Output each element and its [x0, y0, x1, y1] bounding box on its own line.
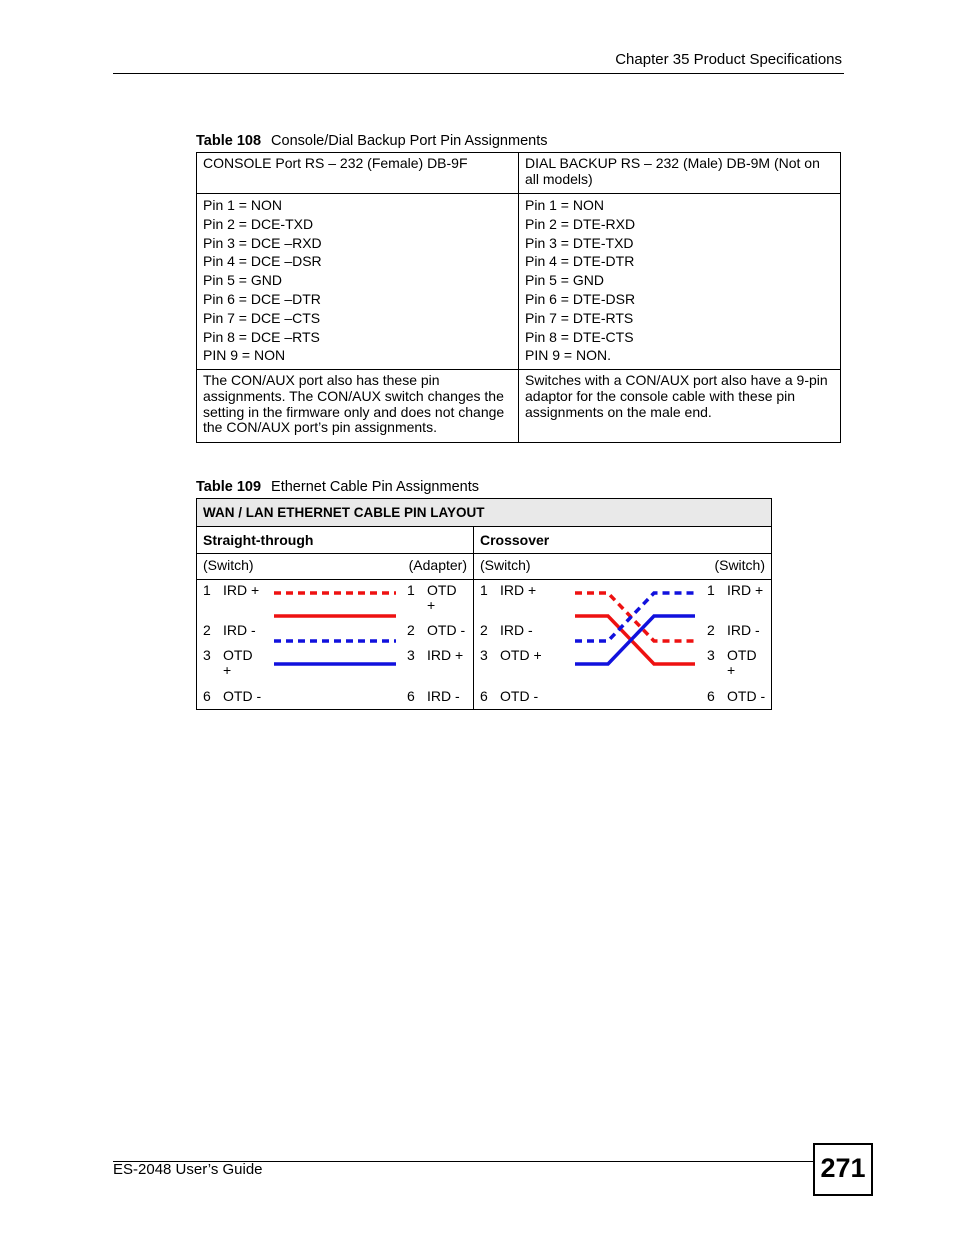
list-item: Pin 7 = DTE-RTS	[525, 309, 634, 326]
header-rule	[113, 73, 844, 74]
crossover-left-label: (Switch)	[480, 557, 531, 573]
crossover-diagram: 1 IRD + 2 IRD - 3 OTD + 6 OTD - 1 IRD + 2 IRD - 3 OTD + 6 OTD -	[474, 579, 772, 709]
table-108-title: Console/Dial Backup Port Pin Assignments	[271, 133, 548, 149]
console-port-header: CONSOLE Port RS – 232 (Female) DB-9F	[197, 153, 519, 194]
list-item: Pin 6 = DCE –DTR	[203, 290, 321, 307]
chapter-header: Chapter 35 Product Specifications	[615, 51, 842, 68]
list-item: Pin 3 = DTE-TXD	[525, 234, 634, 251]
list-item: Pin 4 = DCE –DSR	[203, 253, 322, 270]
list-item: Pin 2 = DTE-RXD	[525, 215, 636, 232]
table-row	[197, 554, 772, 580]
table-row	[197, 499, 772, 527]
table-row	[197, 579, 772, 709]
table-109-title: Ethernet Cable Pin Assignments	[271, 479, 479, 495]
list-item: Pin 1 = NON	[525, 197, 604, 213]
table-109-caption	[196, 479, 479, 495]
table-108-caption	[196, 133, 547, 149]
list-item: Pin 3 = DCE –RXD	[203, 234, 322, 251]
list-item: Pin 5 = GND	[525, 272, 604, 289]
table-row	[197, 526, 772, 554]
crossover-endpoints	[474, 554, 772, 580]
list-item: Pin 7 = DCE –CTS	[203, 309, 321, 326]
straight-endpoints	[197, 554, 474, 580]
list-item: Pin 1 = NON	[203, 197, 282, 213]
console-note: The CON/AUX port also has these pin assignments. The CON/AUX switch changes the setting in the firmware only and does not change the CON/AUX port’s pin assignments.	[197, 370, 519, 443]
list-item: Pin 2 = DCE-TXD	[203, 215, 314, 232]
list-item: Pin 4 = DTE-DTR	[525, 253, 635, 270]
straight-through-diagram: 1 IRD + 2 IRD - 3 OTD + 6 OTD - 1 OTD + 2 OTD - 3 IRD + 6 IRD -	[197, 579, 474, 709]
dial-backup-note: Switches with a CON/AUX port also have a 9-pin adaptor for the console cable with these pin assignments on the male end.	[519, 370, 841, 443]
console-pin-table	[196, 152, 841, 443]
table-108-number: Table 108	[196, 133, 262, 149]
crossover-title: Crossover	[474, 526, 772, 554]
guide-title: ES-2048 User’s Guide	[113, 1161, 263, 1178]
table-row	[197, 153, 841, 194]
ethernet-pin-table	[196, 498, 772, 710]
straight-right-label: (Adapter)	[408, 557, 467, 573]
list-item: Pin 8 = DCE –RTS	[203, 328, 320, 345]
straight-through-title: Straight-through	[197, 526, 474, 554]
crossover-right-label: (Switch)	[714, 557, 765, 573]
list-item: Pin 6 = DTE-DSR	[525, 290, 636, 307]
page-number: 271	[820, 1153, 866, 1183]
console-pin-list	[197, 194, 519, 370]
table-109-number: Table 109	[196, 479, 262, 495]
table-row	[197, 194, 841, 370]
pin-layout-heading: WAN / LAN ETHERNET CABLE PIN LAYOUT	[197, 499, 772, 527]
straight-left-label: (Switch)	[203, 557, 254, 573]
dial-backup-header: DIAL BACKUP RS – 232 (Male) DB-9M (Not on all models)	[519, 153, 841, 194]
list-item: Pin 8 = DTE-CTS	[525, 328, 634, 345]
list-item: Pin 5 = GND	[203, 272, 282, 289]
list-item: PIN 9 = NON	[203, 347, 286, 364]
table-row	[197, 370, 841, 443]
page-number-box	[813, 1143, 873, 1196]
list-item: PIN 9 = NON.	[525, 347, 611, 364]
dial-backup-pin-list	[519, 194, 841, 370]
